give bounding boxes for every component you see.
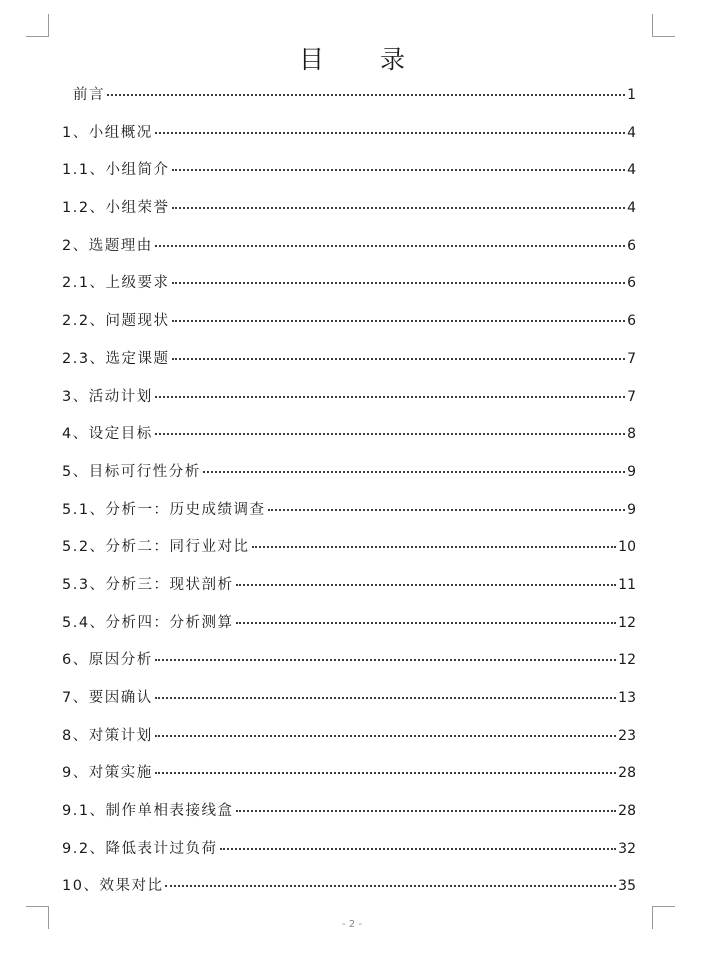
toc-dot-leader	[155, 395, 625, 398]
toc-entry[interactable]	[62, 800, 636, 838]
toc-dot-leader	[172, 206, 626, 209]
toc-entry-page-number: 9	[627, 463, 636, 480]
toc-entry-page-number: 4	[627, 162, 636, 179]
toc-entry-page-number: 13	[618, 690, 636, 706]
toc-entry-title: 2.2、问题现状	[62, 313, 170, 330]
toc-entry[interactable]	[62, 197, 636, 235]
toc-entry[interactable]	[62, 84, 636, 122]
toc-entry-page-number: 12	[618, 614, 636, 631]
toc-entry[interactable]	[62, 235, 636, 273]
toc-entry-page-number: 9	[627, 501, 636, 518]
toc-entry-title: 8、对策计划	[62, 727, 153, 744]
toc-entry-page-number: 4	[627, 124, 636, 141]
table-of-contents	[62, 84, 636, 913]
toc-entry[interactable]	[62, 423, 636, 461]
page-title: 目 录	[299, 45, 429, 74]
toc-dot-leader	[203, 470, 625, 473]
toc-entry-page-number: 12	[618, 652, 636, 669]
toc-dot-leader	[155, 131, 625, 134]
toc-entry[interactable]	[62, 159, 636, 197]
toc-entry-title: 9.1、制作单相表接线盒	[62, 803, 234, 820]
toc-dot-leader	[155, 432, 625, 435]
toc-entry-title: 1.1、小组简介	[62, 162, 170, 179]
corner-mark-top-right	[652, 14, 675, 37]
toc-dot-leader	[236, 809, 617, 812]
toc-dot-leader	[155, 244, 625, 247]
toc-entry-title: 5.4、分析四：分析测算	[62, 614, 234, 631]
toc-entry-page-number: 6	[627, 237, 636, 254]
toc-entry-title: 3、活动计划	[62, 388, 153, 405]
toc-entry[interactable]	[62, 348, 636, 386]
toc-entry[interactable]	[62, 272, 636, 310]
toc-entry-page-number: 35	[618, 878, 636, 895]
toc-entry-title: 5.1、分析一：历史成绩调查	[62, 501, 266, 518]
toc-dot-leader	[172, 319, 626, 322]
toc-entry-title: 4、设定目标	[62, 426, 153, 443]
toc-dot-leader	[172, 357, 626, 360]
toc-entry-page-number: 11	[618, 576, 636, 593]
toc-dot-leader	[252, 545, 617, 548]
toc-entry-page-number: 28	[618, 803, 636, 820]
toc-entry[interactable]	[62, 499, 636, 537]
toc-entry[interactable]	[62, 725, 636, 763]
toc-entry-title: 前言	[73, 87, 105, 103]
toc-entry[interactable]	[62, 122, 636, 160]
corner-mark-top-left	[26, 14, 49, 37]
toc-dot-leader	[155, 658, 616, 661]
toc-dot-leader	[107, 93, 625, 96]
toc-entry-page-number: 6	[627, 275, 636, 292]
toc-entry-title: 5、目标可行性分析	[62, 463, 201, 480]
toc-dot-leader	[236, 621, 617, 624]
toc-dot-leader	[268, 508, 626, 511]
toc-entry-title: 9.2、降低表计过负荷	[62, 840, 218, 857]
toc-entry-page-number: 28	[618, 765, 636, 782]
toc-entry[interactable]	[62, 574, 636, 612]
toc-dot-leader	[236, 583, 617, 586]
toc-entry[interactable]	[62, 838, 636, 876]
toc-dot-leader	[155, 771, 616, 774]
toc-entry-title: 1、小组概况	[62, 124, 153, 141]
toc-entry-title: 6、原因分析	[62, 652, 153, 669]
toc-entry-page-number: 4	[627, 200, 636, 217]
toc-entry[interactable]	[62, 386, 636, 424]
toc-entry-title: 10、效果对比	[62, 878, 164, 895]
toc-entry-page-number: 6	[627, 313, 636, 330]
toc-entry-title: 2.3、选定课题	[62, 350, 170, 367]
toc-entry-page-number: 10	[618, 539, 636, 556]
toc-entry[interactable]	[62, 536, 636, 574]
toc-entry[interactable]	[62, 687, 636, 725]
toc-entry-page-number: 7	[627, 350, 636, 367]
toc-dot-leader	[220, 847, 617, 850]
toc-entry[interactable]	[62, 875, 636, 913]
toc-entry-title: 5.2、分析二：同行业对比	[62, 539, 250, 556]
toc-entry-title: 2、选题理由	[62, 237, 153, 254]
toc-entry[interactable]	[62, 762, 636, 800]
toc-dot-leader	[172, 168, 626, 171]
toc-entry-page-number: 1	[627, 87, 636, 103]
toc-entry-title: 1.2、小组荣誉	[62, 200, 170, 217]
toc-entry[interactable]	[62, 649, 636, 687]
toc-entry-title: 9、对策实施	[62, 765, 153, 782]
toc-dot-leader	[155, 734, 616, 737]
toc-entry[interactable]	[62, 461, 636, 499]
toc-entry-title: 5.3、分析三：现状剖析	[62, 576, 234, 593]
toc-entry-title: 7、要因确认	[62, 690, 153, 706]
toc-dot-leader	[155, 696, 616, 699]
toc-entry-page-number: 7	[627, 388, 636, 405]
toc-dot-leader	[165, 884, 616, 887]
toc-entry-page-number: 8	[627, 426, 636, 443]
toc-dot-leader	[172, 281, 626, 284]
toc-entry-title: 2.1、上级要求	[62, 275, 170, 292]
toc-entry-page-number: 23	[618, 727, 636, 744]
toc-entry[interactable]	[62, 612, 636, 650]
toc-entry-page-number: 32	[618, 840, 636, 857]
toc-entry[interactable]	[62, 310, 636, 348]
page-number-footer: - 2 -	[342, 919, 362, 930]
